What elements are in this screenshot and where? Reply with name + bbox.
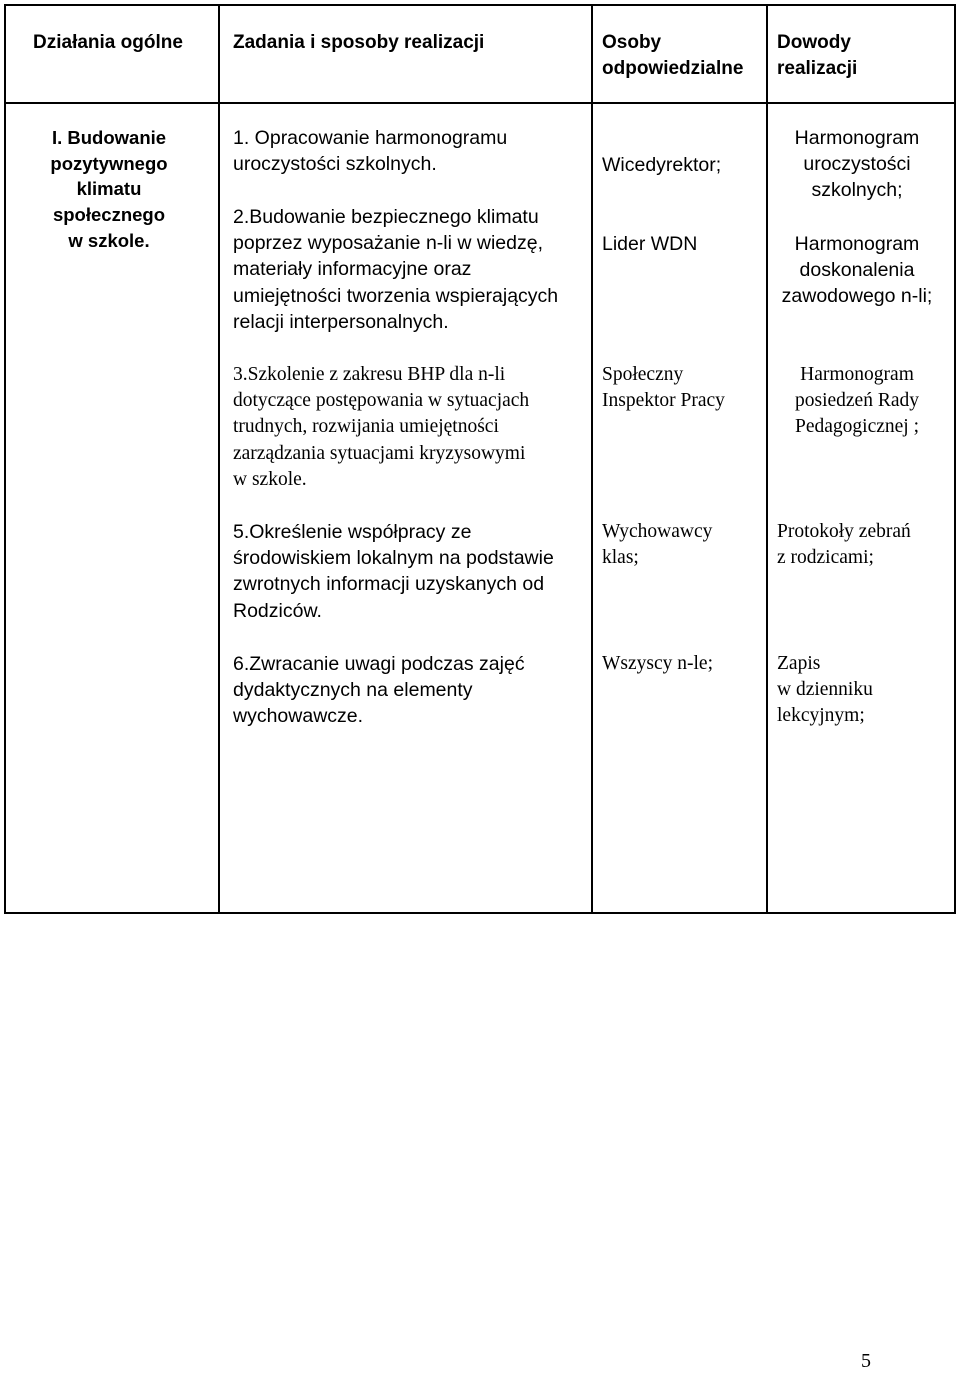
evidence-council-schedule: Harmonogram posiedzeń Rady Pedagogicznej ; [794,364,919,438]
person-safety-inspector: Społeczny Inspektor Pracy [602,364,725,412]
header-evidence: Dowody realizacji [777,32,858,79]
page-number: 5 [861,1350,871,1372]
person-class-tutors: Wychowawcy klas; [602,521,713,569]
evidence-meeting-minutes: Protokoły zebrań z rodzicami; [777,521,911,569]
task-2: 2.Budowanie bezpiecznego klimatu poprzez wyposażanie n-li w wiedzę, materiały informacyjne oraz umiejętności tworzenia wspierających relacji interpersonalnych. [233,206,559,333]
task-6: 6.Zwracanie uwagi podczas zajęć dydaktycznych na elementy wychowawcze. [233,653,525,728]
header-tasks: Zadania i sposoby realizacji [233,32,485,53]
header-divider [6,102,954,104]
person-vice-director: Wicedyrektor; [602,154,722,176]
task-1: 1. Opracowanie harmonogramu uroczystości szkolnych. [233,127,508,176]
evidence-ceremonies-schedule: Harmonogram uroczystości szkolnych; [794,127,920,202]
column-divider [218,6,220,912]
task-3: 3.Szkolenie z zakresu BHP dla n-li dotyczące postępowania w sytuacjach trudnych, rozwijania umiejętności zarządzania sytuacjami kryzysowymi w szkole. [233,364,530,490]
task-5: 5.Określenie współpracy ze środowiskiem lokalnym na podstawie zwrotnych informacji uzyskanych od Rodziców. [233,521,554,622]
column-divider [591,6,593,912]
general-action-cell: I. Budowanie pozytywnego klimatu społecznego w szkole. [50,127,168,251]
header-responsible-persons: Osoby odpowiedzialne [602,32,744,79]
person-all-teachers: Wszyscy n-le; [602,653,714,674]
evidence-lesson-register: Zapis w dzienniku lekcyjnym; [777,653,873,727]
evidence-training-schedule: Harmonogram doskonalenia zawodowego n-li; [781,233,933,308]
header-general-actions: Działania ogólne [33,32,183,53]
person-wdn-leader: Lider WDN [602,233,698,255]
